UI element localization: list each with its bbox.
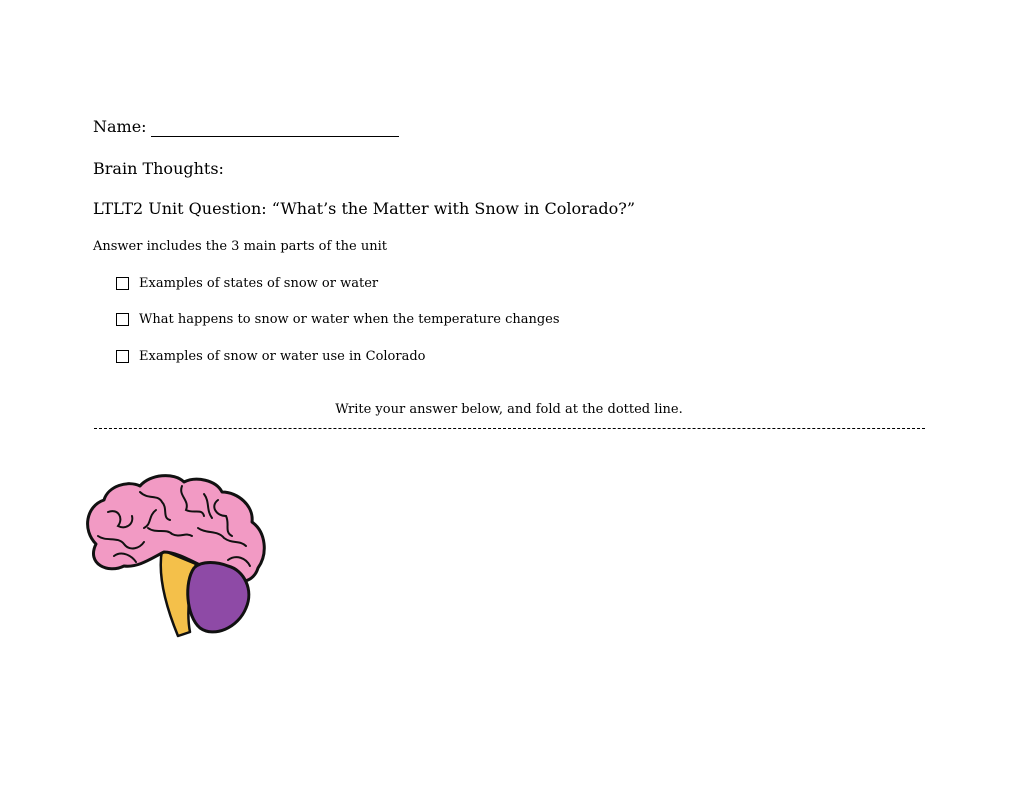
name-label: Name:	[93, 117, 147, 136]
checkbox[interactable]	[116, 277, 129, 290]
checklist-item	[116, 274, 560, 292]
checkbox[interactable]	[116, 350, 129, 363]
checklist-item-label: What happens to snow or water when the temperature changes	[139, 312, 560, 327]
brain-icon	[78, 472, 270, 640]
checklist-item	[116, 347, 560, 365]
brain-thoughts-heading: Brain Thoughts:	[93, 159, 224, 178]
unit-question: LTLT2 Unit Question: “What’s the Matter with Snow in Colorado?”	[93, 199, 635, 218]
checklist	[116, 274, 560, 384]
answer-intro: Answer includes the 3 main parts of the unit	[93, 239, 387, 254]
fold-dotted-line	[94, 428, 925, 429]
name-blank-line[interactable]	[151, 120, 399, 137]
checkbox[interactable]	[116, 313, 129, 326]
checklist-item	[116, 311, 560, 329]
checklist-item-label: Examples of snow or water use in Colorado	[139, 348, 426, 364]
fold-instructions: Write your answer below, and fold at the dotted line.	[335, 402, 683, 417]
checklist-item-label: Examples of states of snow or water	[139, 275, 379, 291]
name-field	[93, 117, 399, 137]
